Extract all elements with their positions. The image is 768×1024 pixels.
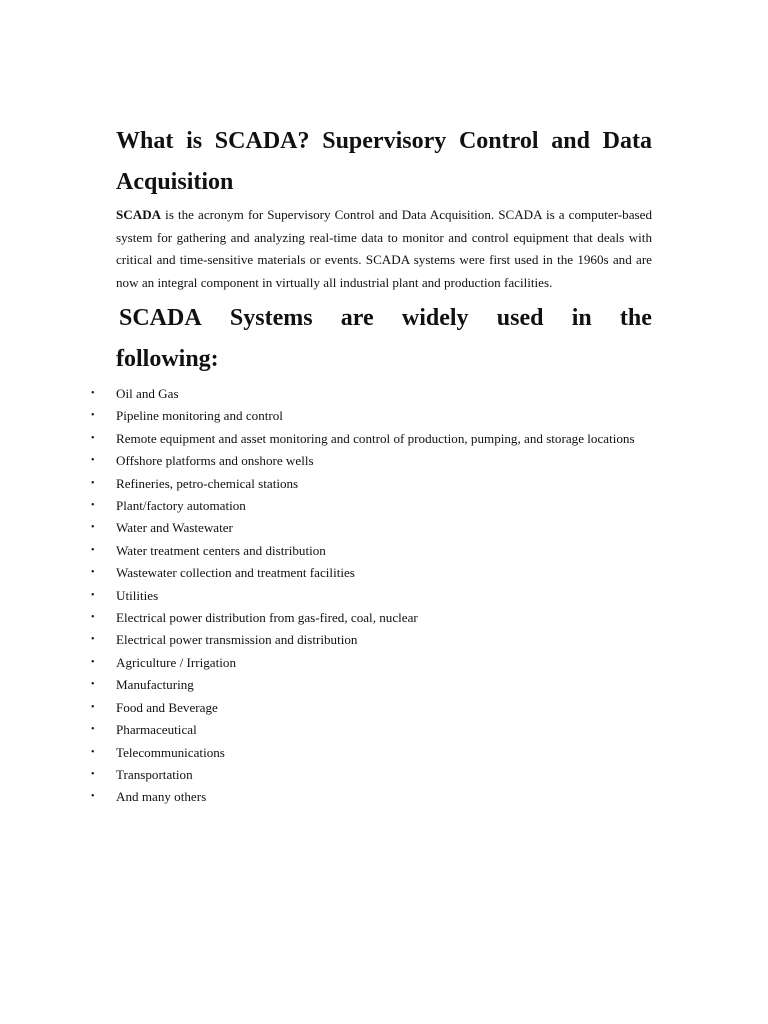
list-item: [0, 585, 652, 607]
list-item: [0, 517, 652, 539]
section-heading-word: widely: [401, 305, 469, 331]
list-item: [0, 607, 652, 629]
bullet-icon: •: [91, 656, 95, 668]
section-heading-word: the: [619, 305, 652, 331]
bullet-icon: •: [91, 589, 95, 601]
bullet-icon: •: [91, 634, 95, 646]
list-item-text: Water treatment centers and distribution: [116, 542, 326, 558]
list-item-text: Oil and Gas: [116, 386, 179, 401]
list-item: [0, 405, 652, 427]
bullet-icon: •: [91, 455, 95, 467]
list-item-text: Plant/factory automation: [116, 498, 246, 514]
list-item: [0, 652, 652, 674]
bullet-icon: •: [91, 746, 95, 758]
list-item-text: Utilities: [116, 587, 159, 603]
list-item-text: Wastewater collection and treatment facilities: [116, 565, 355, 581]
list-item-text: Water and Wastewater: [116, 520, 233, 536]
list-item: [0, 697, 652, 719]
list-item-text: Offshore platforms and onshore wells: [116, 453, 314, 469]
list-item-text: Refineries, petro-chemical stations: [116, 475, 299, 491]
section-heading-line2: following:: [116, 346, 219, 372]
list-item: [0, 719, 652, 741]
list-item: [0, 540, 652, 562]
list-item-text: Pharmaceutical: [116, 722, 197, 738]
bullet-icon: •: [91, 768, 95, 780]
list-item: [0, 428, 652, 450]
bullet-icon: •: [91, 500, 95, 512]
section-heading-word: are: [340, 305, 374, 331]
page-title-text: What is SCADA? Supervisory Control and Data Acquisition: [116, 128, 652, 195]
page-title: [116, 121, 652, 203]
list-item-text: Transportation: [116, 766, 193, 782]
list-item-text: Agriculture / Irrigation: [116, 654, 236, 670]
bullet-icon: •: [91, 544, 95, 556]
list-item: [0, 674, 652, 696]
list-item-text: Remote equipment and asset monitoring and control of production, pumping, and storage locations: [116, 430, 635, 446]
list-item: [0, 562, 652, 584]
section-heading-word: SCADA: [119, 305, 202, 331]
bullet-icon: •: [91, 679, 95, 691]
list-item: [0, 450, 652, 472]
section-heading: [116, 298, 652, 380]
bullet-icon: •: [91, 432, 95, 444]
section-heading-word: in: [571, 305, 592, 331]
list-item: [0, 786, 652, 808]
list-item: [0, 742, 652, 764]
list-item: [0, 629, 652, 651]
intro-term: SCADA: [116, 207, 162, 222]
list-item-text: Electrical power transmission and distribution: [116, 632, 358, 648]
section-heading-line1: [116, 298, 652, 339]
list-item-text: Electrical power distribution from gas-fired, coal, nuclear: [116, 610, 418, 626]
list-item-text: Pipeline monitoring and control: [116, 408, 283, 424]
list-item: [0, 383, 652, 405]
list-item: [0, 473, 652, 495]
list-item: [0, 495, 652, 517]
usage-list: [0, 383, 768, 809]
list-item: [0, 764, 652, 786]
list-item-text: Manufacturing: [116, 677, 194, 693]
list-item-text: Food and Beverage: [116, 699, 218, 715]
bullet-icon: •: [91, 410, 95, 422]
bullet-icon: •: [91, 612, 95, 624]
bullet-icon: •: [91, 724, 95, 736]
bullet-icon: •: [91, 477, 95, 489]
bullet-icon: •: [91, 701, 95, 713]
list-item-text: Telecommunications: [116, 744, 225, 760]
intro-text: is the acronym for Supervisory Control and Data Acquisition. SCADA is a computer-based system for gathering and analyzing real-time data to monitor and control equipment that deals with critical and time-sensitive materials or events. SCADA systems were first used in the 1960s and are now an integral component in virtually all industrial plant and production facilities.: [116, 207, 652, 290]
bullet-icon: •: [91, 791, 95, 803]
bullet-icon: •: [91, 522, 95, 534]
section-heading-word: used: [496, 305, 544, 331]
intro-paragraph: [116, 204, 652, 294]
bullet-icon: •: [91, 388, 95, 399]
section-heading-word: Systems: [229, 305, 313, 331]
list-item-text: And many others: [116, 789, 207, 805]
bullet-icon: •: [91, 567, 95, 579]
